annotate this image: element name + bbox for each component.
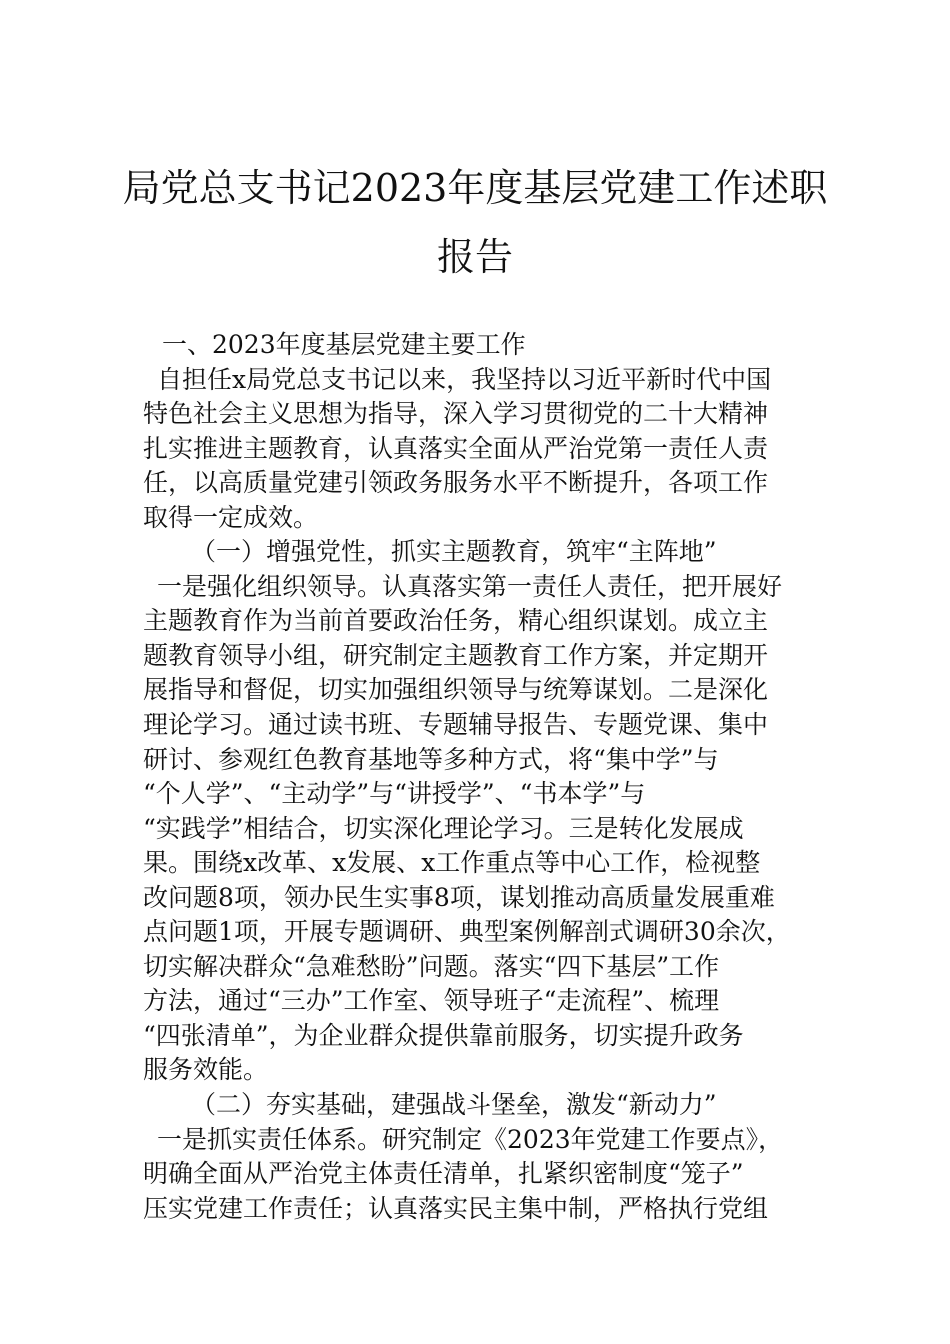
paragraph-line: 一是强化组织领导。认真落实第一责任人责任，把开展好 xyxy=(157,571,783,601)
paragraph-line: 扎实推进主题教育，认真落实全面从严治党第一责任人责 xyxy=(143,433,769,463)
subsection-heading: （一）增强党性，抓实主题教育，筑牢“主阵地” xyxy=(191,537,717,567)
paragraph-line: 自担任x局党总支书记以来，我坚持以习近平新时代中国 xyxy=(157,364,772,394)
document-body xyxy=(143,328,843,1226)
paragraph-line: “个人学”、“主动学”与“讲授学”、“书本学”与 xyxy=(143,779,646,809)
paragraph-line: 果。围绕x改革、x发展、x工作重点等中心工作，检视整 xyxy=(143,848,761,878)
paragraph-line: 取得一定成效。 xyxy=(143,502,319,532)
paragraph-line: 题教育领导小组，研究制定主题教育工作方案，并定期开 xyxy=(143,640,769,670)
paragraph-line: 明确全面从严治党主体责任清单，扎紧织密制度“笼子” xyxy=(143,1159,744,1189)
paragraph-line: “实践学”相结合，切实深化理论学习。三是转化发展成 xyxy=(143,813,744,843)
paragraph-line: 切实解决群众“急难愁盼”问题。落实“四下基层”工作 xyxy=(143,951,720,981)
document-title-line-1: 局党总支书记2023年度基层党建工作述职 xyxy=(122,166,828,210)
paragraph-line: 研讨、参观红色教育基地等多种方式，将“集中学”与 xyxy=(143,744,719,774)
paragraph-line: 一是抓实责任体系。研究制定《2023年党建工作要点》， xyxy=(157,1124,784,1154)
paragraph-line: 压实党建工作责任；认真落实民主集中制，严格执行党组 xyxy=(143,1193,769,1223)
paragraph-line: 方法，通过“三办”工作室、领导班子“走流程”、梳理 xyxy=(143,986,720,1016)
section-heading: 一、2023年度基层党建主要工作 xyxy=(162,330,526,359)
document-title-line-2: 报告 xyxy=(436,235,513,279)
paragraph-line: 理论学习。通过读书班、专题辅导报告、专题党课、集中 xyxy=(143,710,769,740)
paragraph-line: 任，以高质量党建引领政务服务水平不断提升，各项工作 xyxy=(143,468,769,498)
paragraph-line: 点问题1项，开展专题调研、典型案例解剖式调研30余次， xyxy=(143,917,791,947)
paragraph-line: 特色社会主义思想为指导，深入学习贯彻党的二十大精神 xyxy=(143,399,769,429)
paragraph-line: 主题教育作为当前首要政治任务，精心组织谋划。成立主 xyxy=(143,606,769,636)
subsection-heading: （二）夯实基础，建强战斗堡垒，激发“新动力” xyxy=(191,1090,717,1120)
paragraph-line: 展指导和督促，切实加强组织领导与统筹谋划。二是深化 xyxy=(143,675,769,705)
paragraph-line: 服务效能。 xyxy=(143,1055,269,1085)
paragraph-line: 改问题8项，领办民生实事8项，谋划推动高质量发展重难 xyxy=(143,882,775,912)
paragraph-line: “四张清单”，为企业群众提供靠前服务，切实提升政务 xyxy=(143,1020,744,1050)
